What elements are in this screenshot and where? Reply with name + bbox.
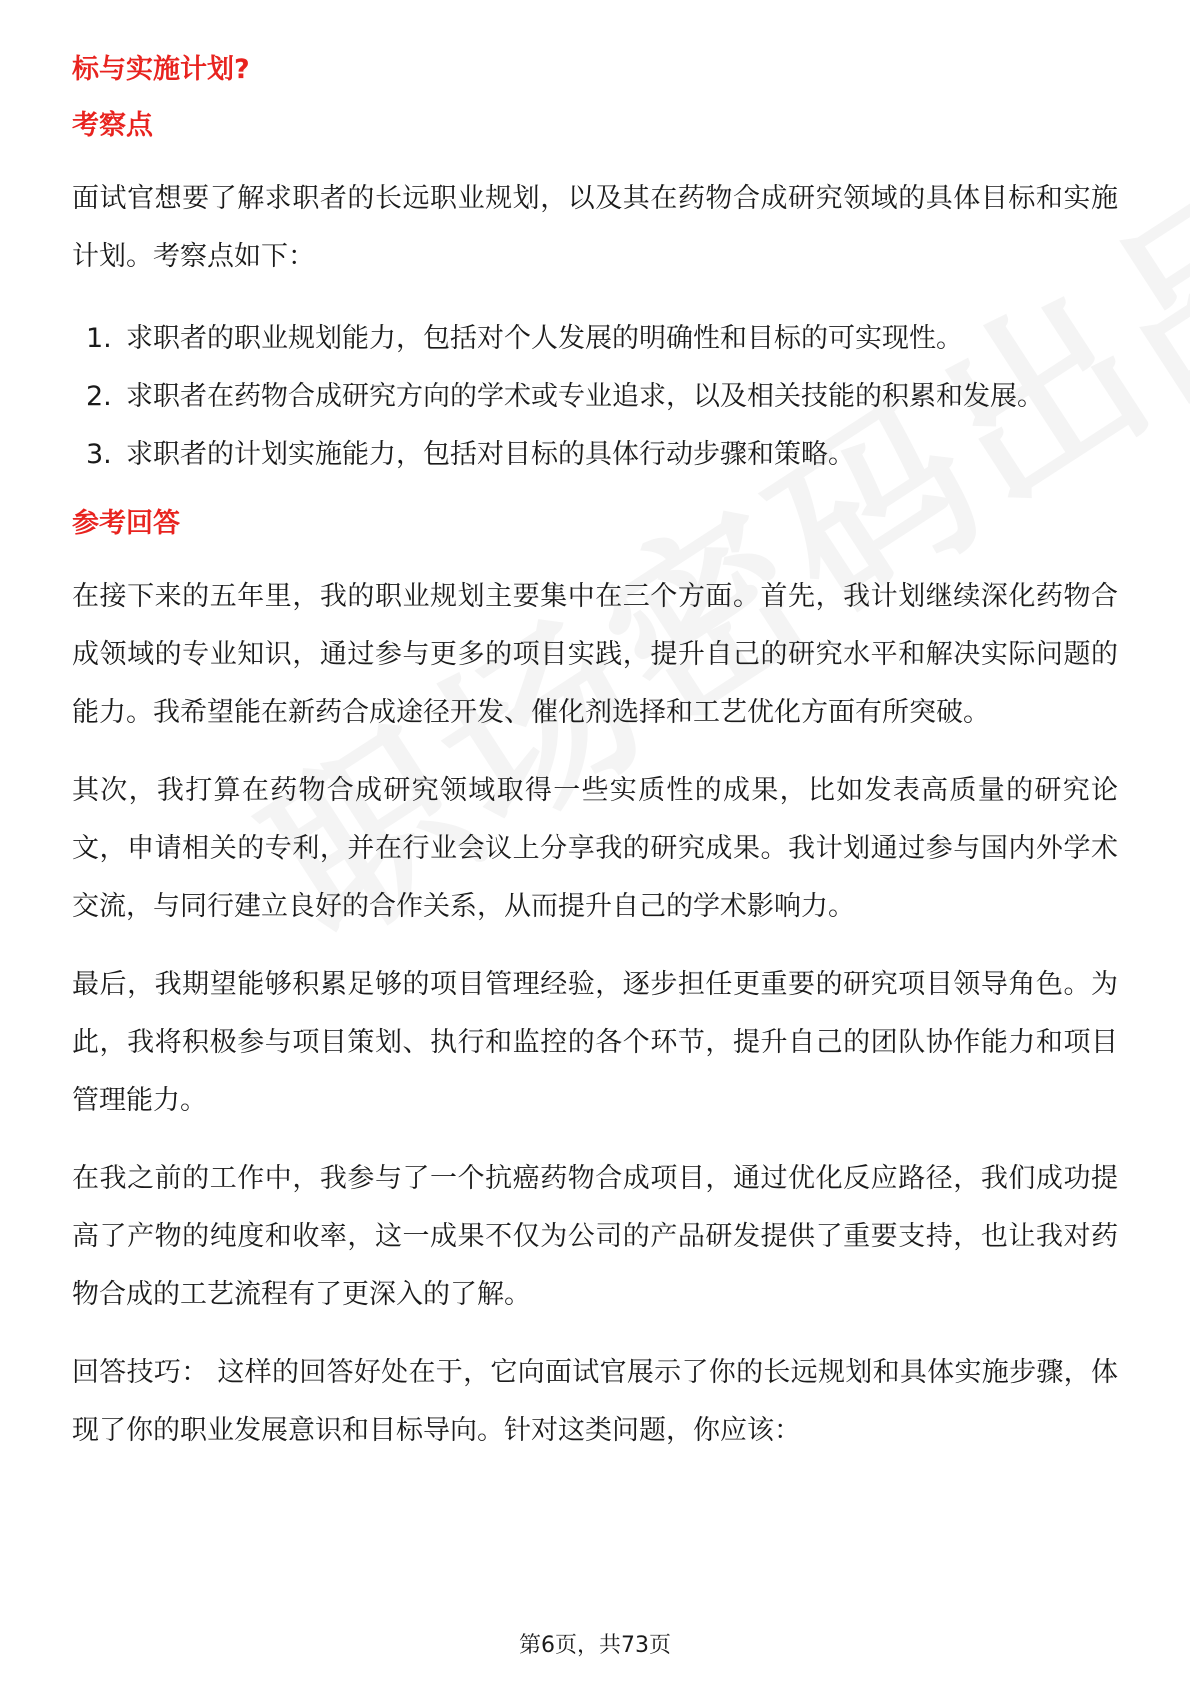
list-item-number: 2. <box>86 381 112 412</box>
section-heading-reference-answer: 参考回答 <box>72 508 180 539</box>
document-content <box>72 48 1118 1460</box>
list-item-text: 求职者在药物合成研究方向的学术或专业追求，以及相关技能的积累和发展。 <box>126 381 1044 412</box>
list-item-number: 1. <box>86 323 112 354</box>
answer-paragraph: 其次，我打算在药物合成研究领域取得一些实质性的成果，比如发表高质量的研究论文，申请相关的专利，并在行业会议上分享我的研究成果。我计划通过参与国内外学术交流，与同行建立良好的合作关系，从而提升自己的学术影响力。 <box>72 775 1118 922</box>
examination-intro: 面试官想要了解求职者的长远职业规划，以及其在药物合成研究领域的具体目标和实施计划。考察点如下： <box>72 183 1118 272</box>
section-heading-examination-points: 考察点 <box>72 110 153 141</box>
list-item <box>72 310 1118 368</box>
examination-points-list <box>72 310 1118 484</box>
answer-paragraph: 最后，我期望能够积累足够的项目管理经验，逐步担任更重要的研究项目领导角色。为此，我将积极参与项目策划、执行和监控的各个环节，提升自己的团队协作能力和项目管理能力。 <box>72 969 1118 1116</box>
answer-paragraph: 在我之前的工作中，我参与了一个抗癌药物合成项目，通过优化反应路径，我们成功提高了产物的纯度和收率，这一成果不仅为公司的产品研发提供了重要支持，也让我对药物合成的工艺流程有了更深入的了解。 <box>72 1163 1118 1310</box>
answer-tips-paragraph: 回答技巧： 这样的回答好处在于，它向面试官展示了你的长远规划和具体实施步骤，体现了你的职业发展意识和目标导向。针对这类问题，你应该： <box>72 1357 1118 1446</box>
page-number-footer: 第6页，共73页 <box>519 1633 671 1658</box>
question-title-fragment: 标与实施计划? <box>72 54 250 85</box>
list-item-text: 求职者的职业规划能力，包括对个人发展的明确性和目标的可实现性。 <box>126 323 963 354</box>
list-item-text: 求职者的计划实施能力，包括对目标的具体行动步骤和策略。 <box>126 439 855 470</box>
answer-paragraph: 在接下来的五年里，我的职业规划主要集中在三个方面。首先，我计划继续深化药物合成领域的专业知识，通过参与更多的项目实践，提升自己的研究水平和解决实际问题的能力。我希望能在新药合成途径开发、催化剂选择和工艺优化方面有所突破。 <box>72 581 1118 728</box>
list-item <box>72 368 1118 426</box>
list-item <box>72 426 1118 484</box>
list-item-number: 3. <box>86 439 112 470</box>
